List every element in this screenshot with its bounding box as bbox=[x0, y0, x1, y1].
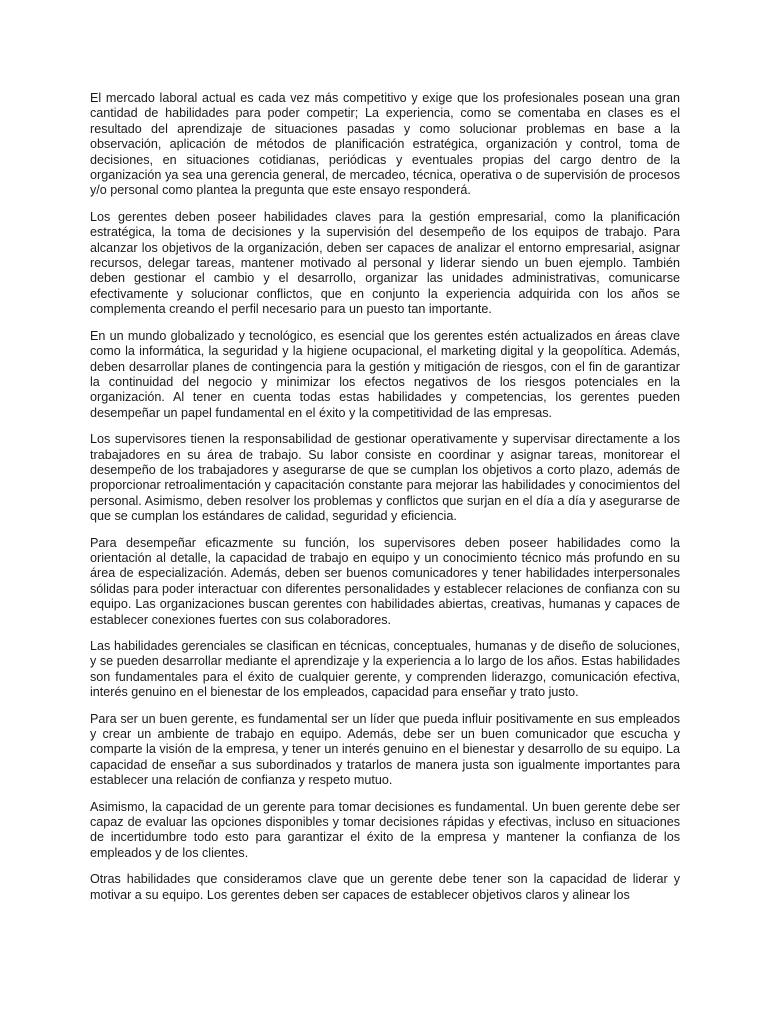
paragraph-5: Para desempeñar eficazmente su función, los supervisores deben poseer habilidades como la orientación al detalle, la capacidad de trabajo en equipo y un conocimiento técnico más profundo en su área de especialización. Además, deben ser buenos comunicadores y tener habilidades interpersonales sólidas para poder interactuar con diferentes personalidades y establecer relaciones de confianza con su equipo. Las organizaciones buscan gerentes con habilidades abiertas, creativas, humanas y capaces de establecer conexiones fuertes con sus colaboradores. bbox=[90, 535, 680, 627]
paragraph-4: Los supervisores tienen la responsabilidad de gestionar operativamente y supervisar directamente a los trabajadores en su área de trabajo. Su labor consiste en coordinar y asignar tareas, monitorear el desempeño de los trabajadores y asegurarse de que se cumplan los objetivos a corto plazo, además de proporcionar retroalimentación y capacitación constante para mejorar las habilidades y conocimientos del personal. Asimismo, deben resolver los problemas y conflictos que surjan en el día a día y asegurarse de que se cumplan los estándares de calidad, seguridad y eficiencia. bbox=[90, 432, 680, 524]
paragraph-6: Las habilidades gerenciales se clasifican en técnicas, conceptuales, humanas y de diseño de soluciones, y se pueden desarrollar mediante el aprendizaje y la experiencia a lo largo de los años. Estas habilidades son fundamentales para el éxito de cualquier gerente, y comprenden liderazgo, comunicación efectiva, interés genuino en el bienestar de los empleados, capacidad para enseñar y trato justo. bbox=[90, 639, 680, 700]
paragraph-3: En un mundo globalizado y tecnológico, es esencial que los gerentes estén actualizados en áreas clave como la informática, la seguridad y la higiene ocupacional, el marketing digital y la geopolítica. Además, deben desarrollar planes de contingencia para la gestión y mitigación de riesgos, con el fin de garantizar la continuidad del negocio y minimizar los efectos negativos de los riesgos potenciales en la organización. Al tener en cuenta todas estas habilidades y competencias, los gerentes pueden desempeñar un papel fundamental en el éxito y la competitividad de las empresas. bbox=[90, 328, 680, 420]
paragraph-1: El mercado laboral actual es cada vez más competitivo y exige que los profesionales posean una gran cantidad de habilidades para poder competir; La experiencia, como se comentaba en clases es el resultado del aprendizaje de situaciones pasadas y como solucionar problemas en base a la observación, aplicación de métodos de planificación estratégica, organización y control, toma de decisiones, en situaciones cotidianas, periódicas y eventuales propias del cargo dentro de la organización ya sea una gerencia general, de mercadeo, técnica, operativa o de supervisión de procesos y/o personal como plantea la pregunta que este ensayo responderá. bbox=[90, 91, 680, 198]
paragraph-2: Los gerentes deben poseer habilidades claves para la gestión empresarial, como la planificación estratégica, la toma de decisiones y la supervisión del desempeño de los equipos de trabajo. Para alcanzar los objetivos de la organización, deben ser capaces de analizar el entorno empresarial, asignar recursos, delegar tareas, mantener motivado al personal y liderar siendo un buen ejemplo. También deben gestionar el cambio y el desarrollo, organizar las unidades administrativas, comunicarse efectivamente y solucionar conflictos, que en conjunto la experiencia adquirida con los años se complementa creando el perfil necesario para un puesto tan importante. bbox=[90, 209, 680, 317]
paragraph-9: Otras habilidades que consideramos clave que un gerente debe tener son la capacidad de liderar y motivar a su equipo. Los gerentes deben ser capaces de establecer objetivos claros y alinear los bbox=[90, 872, 680, 902]
document-page bbox=[90, 91, 680, 914]
paragraph-7: Para ser un buen gerente, es fundamental ser un líder que pueda influir positivamente en sus empleados y crear un ambiente de trabajo en equipo. Además, debe ser un buen comunicador que escucha y comparte la visión de la empresa, y tener un interés genuino en el bienestar y desarrollo de su equipo. La capacidad de enseñar a sus subordinados y tratarlos de manera justa son igualmente importantes para establecer una relación de confianza y respeto mutuo. bbox=[90, 711, 680, 788]
paragraph-8: Asimismo, la capacidad de un gerente para tomar decisiones es fundamental. Un buen gerente debe ser capaz de evaluar las opciones disponibles y tomar decisiones rápidas y efectivas, incluso en situaciones de incertidumbre todo esto para garantizar el éxito de la empresa y mantener la confianza de los empleados y de los clientes. bbox=[90, 799, 680, 860]
